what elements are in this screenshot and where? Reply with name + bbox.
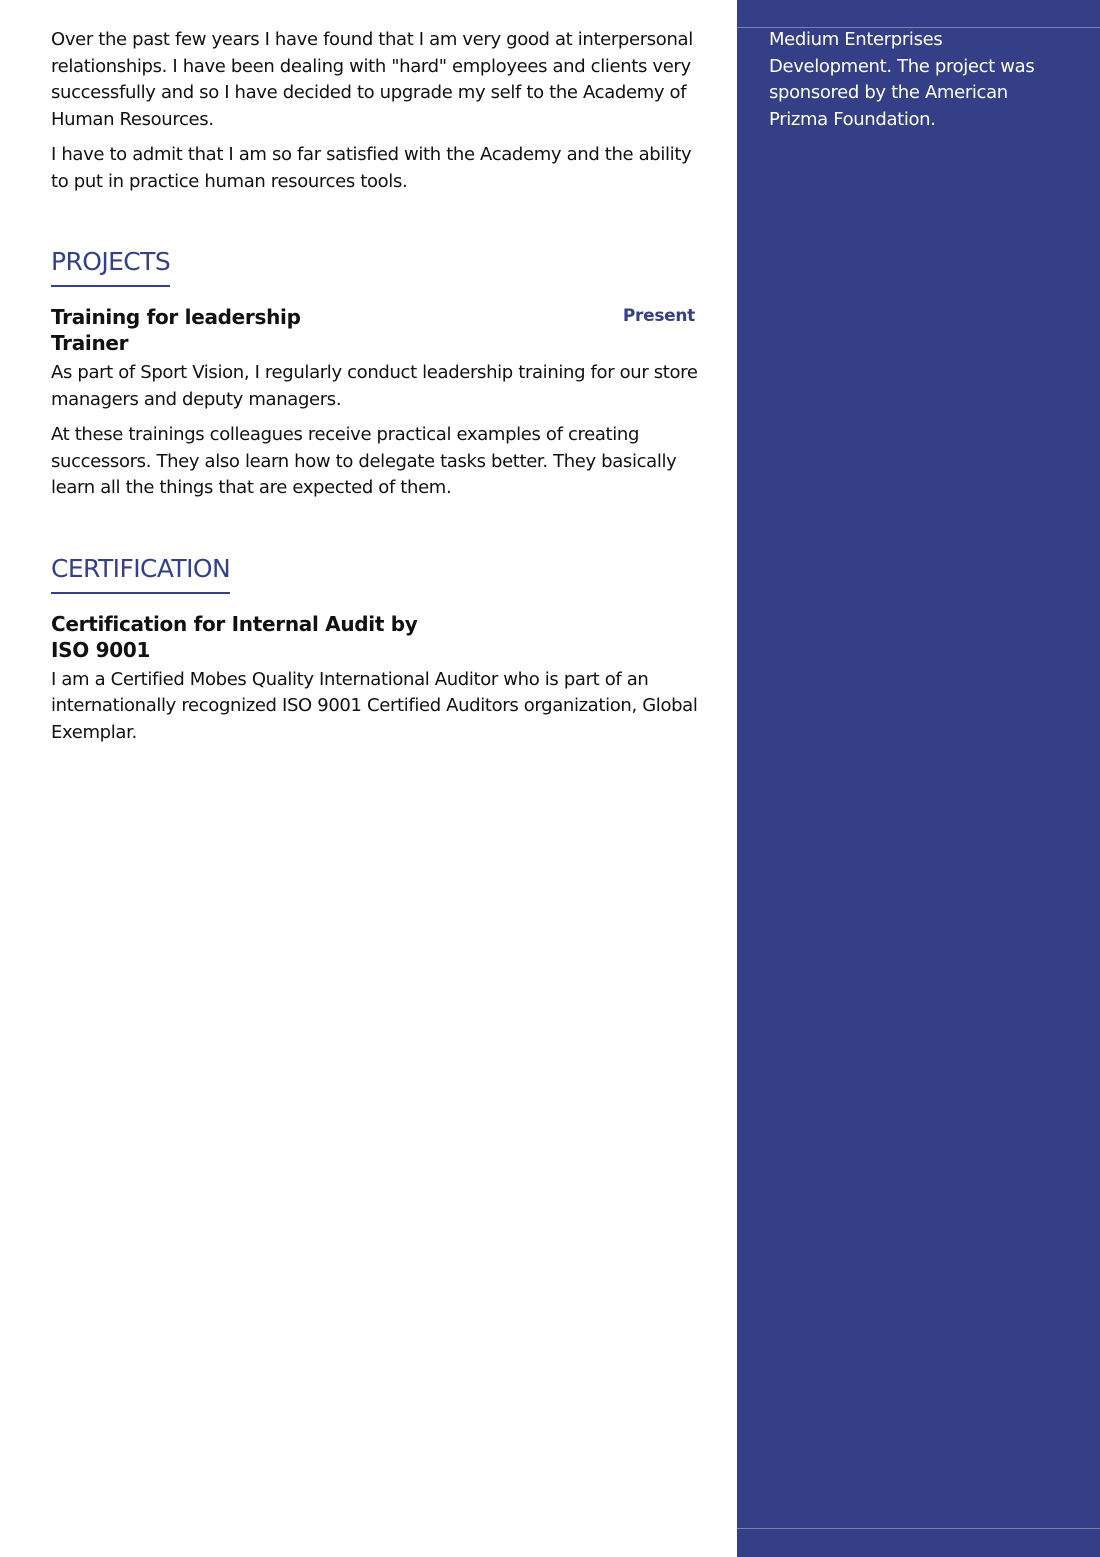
- intro-paragraph-1: Over the past few years I have found that I am very good at interpersonal relationships. I have been dealing with "hard" employees and clients very successfully and so I have decided to upgrade my self to the Academy of Human Resources.: [51, 29, 693, 130]
- projects-section: [51, 204, 701, 502]
- certification-description: [51, 667, 701, 747]
- main-column: [51, 27, 701, 755]
- project-role: Trainer: [51, 331, 129, 355]
- project-description: [51, 360, 701, 502]
- certification-title: Certification for Internal Audit by ISO 9001: [51, 611, 418, 662]
- project-date: Present: [622, 306, 695, 326]
- project-paragraph-1: As part of Sport Vision, I regularly conduct leadership training for our store managers and deputy managers.: [51, 362, 698, 410]
- certification-section: [51, 511, 701, 747]
- sidebar-paragraph: Medium Enterprises Development. The project was sponsored by the American Prizma Foundation.: [769, 29, 1035, 130]
- projects-heading: PROJECTS: [51, 247, 170, 287]
- project-entry-header: [51, 304, 701, 356]
- certification-heading: CERTIFICATION: [51, 554, 230, 594]
- project-entry: [51, 304, 701, 502]
- intro-paragraph-2: I have to admit that I am so far satisfied with the Academy and the ability to put in practice human resources tools.: [51, 144, 692, 192]
- project-title: Training for leadership: [51, 305, 301, 329]
- sidebar: [737, 0, 1100, 1557]
- certification-entry: [51, 611, 701, 747]
- sidebar-bottom-divider: [737, 1528, 1100, 1529]
- project-paragraph-2: At these trainings colleagues receive practical examples of creating successors. They also learn how to delegate tasks better. They basically learn all the things that are expected of them.: [51, 424, 677, 498]
- certification-paragraph-1: I am a Certified Mobes Quality International Auditor who is part of an internationally recognized ISO 9001 Certified Auditors organization, Global Exemplar.: [51, 668, 698, 743]
